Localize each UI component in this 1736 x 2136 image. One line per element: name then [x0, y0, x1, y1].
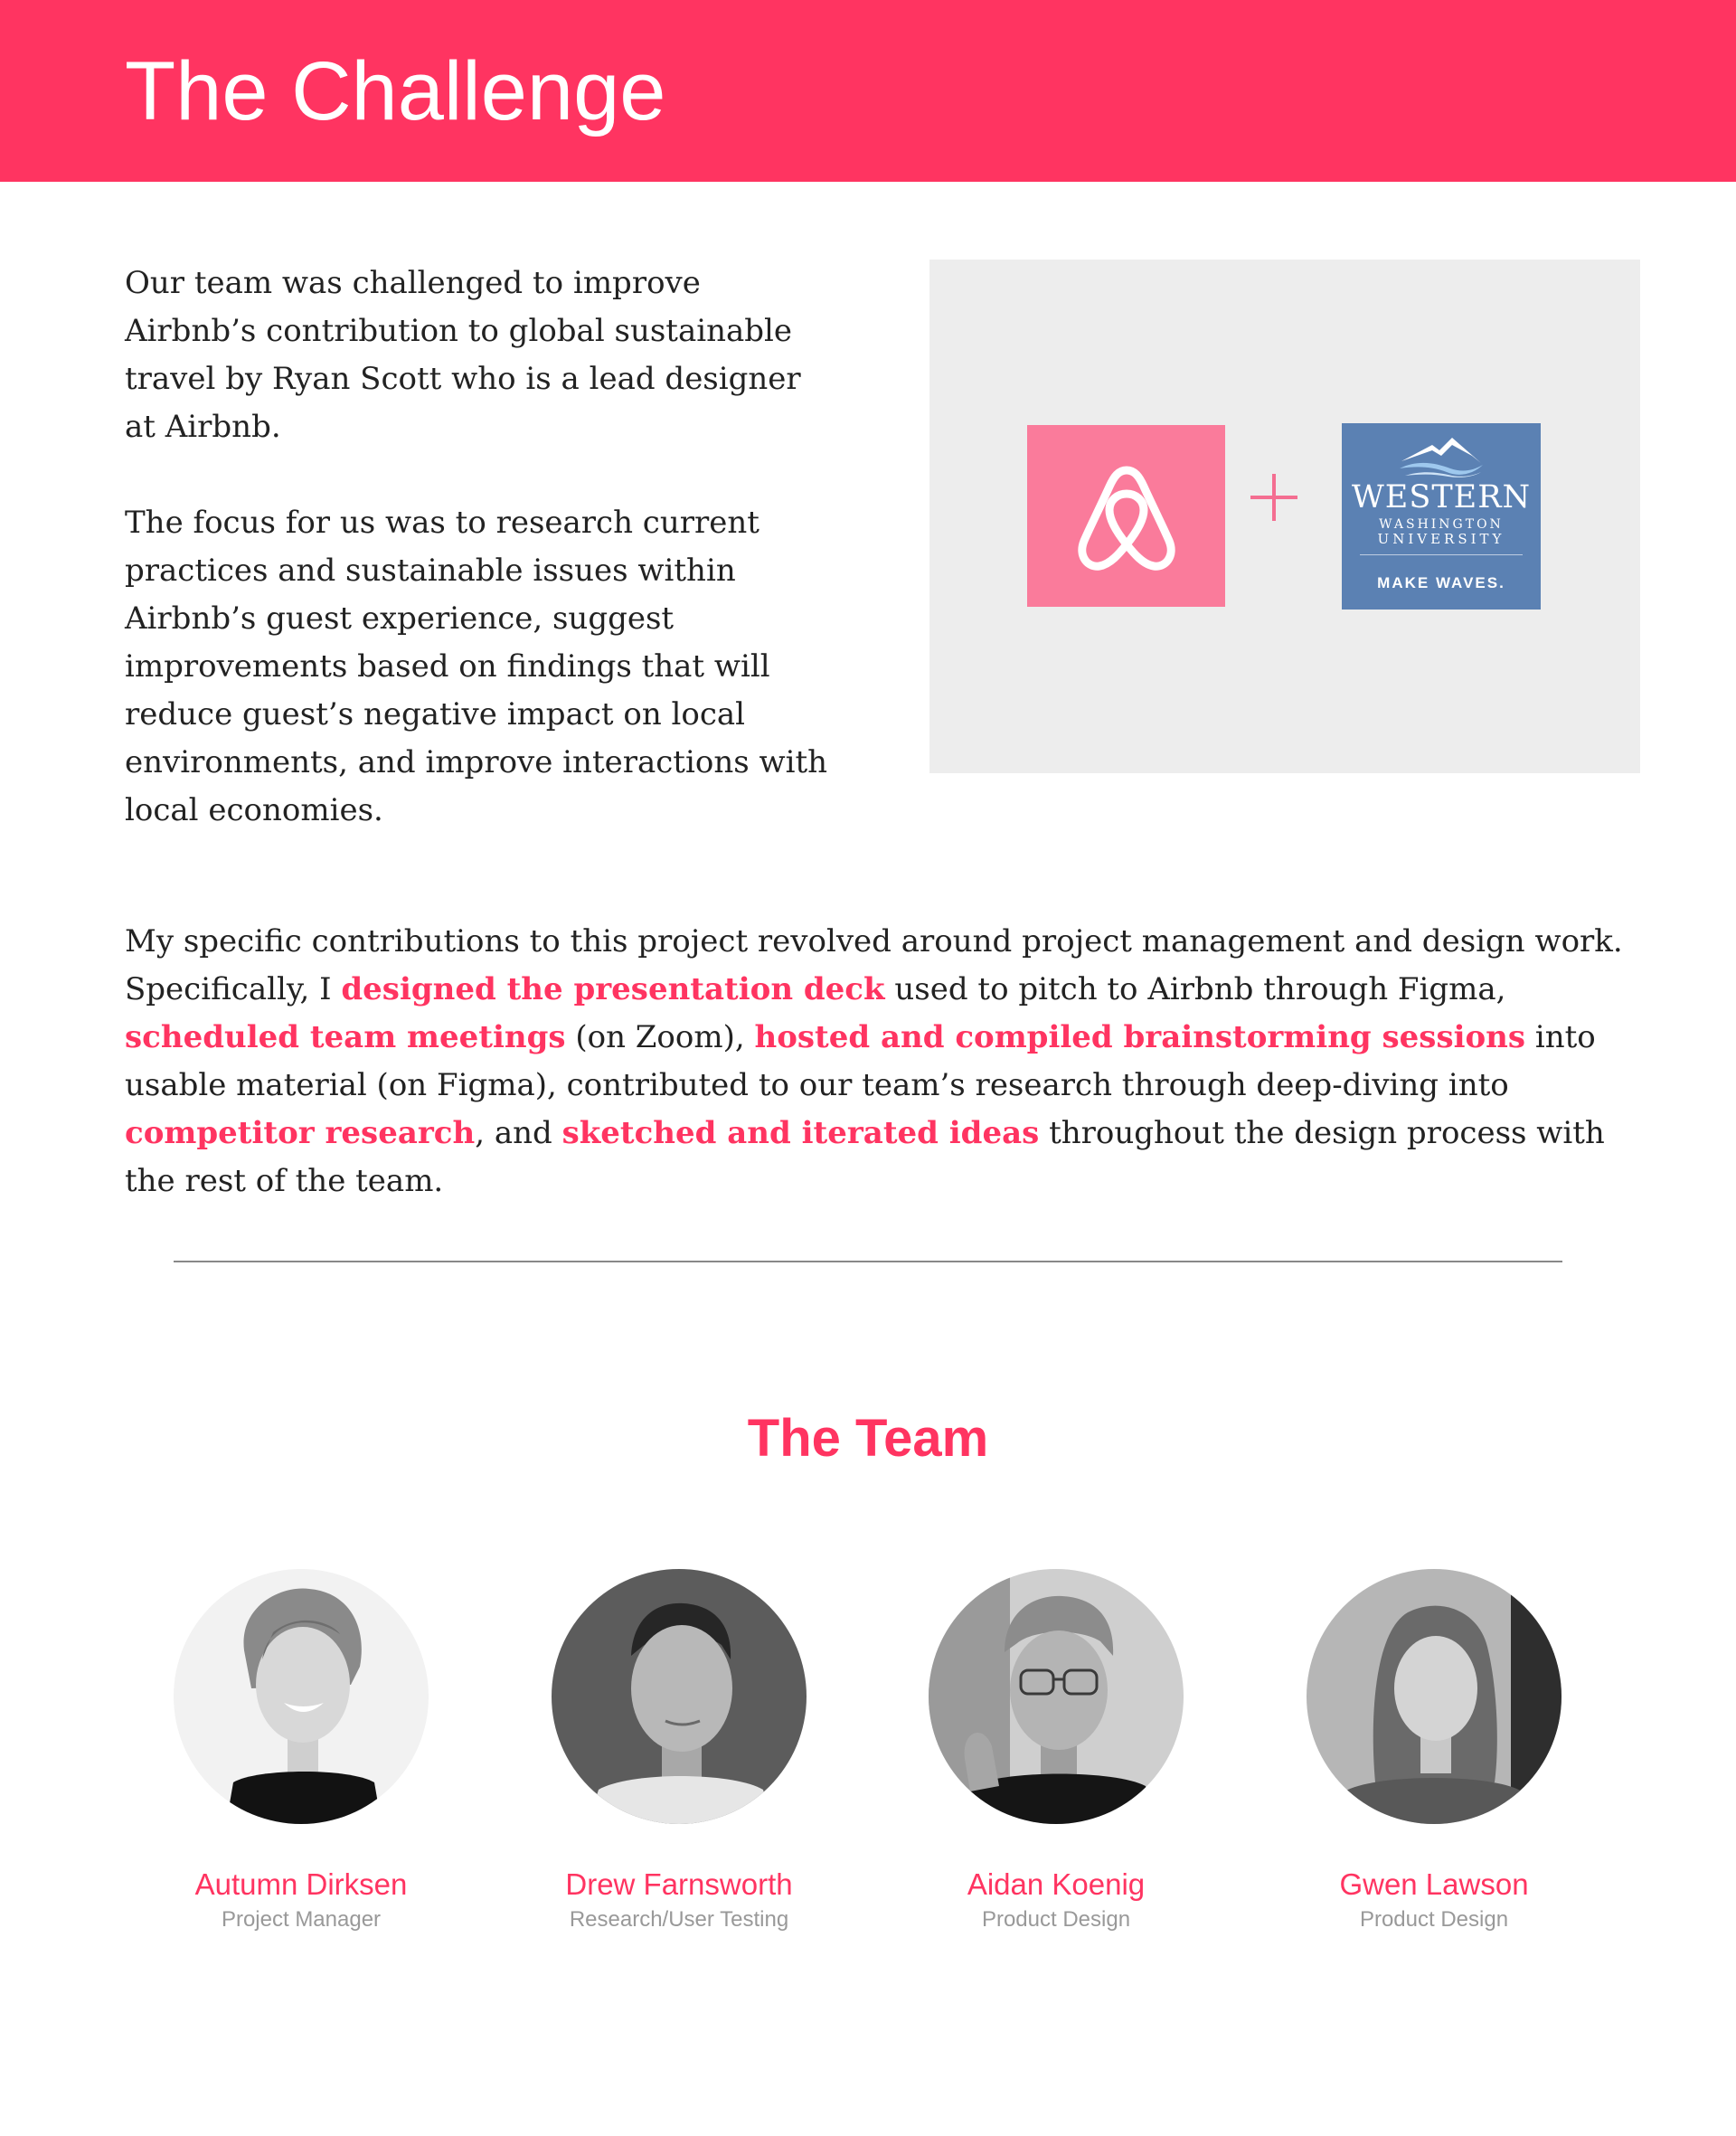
- member-role: Project Manager: [221, 1907, 382, 1932]
- intro-text: [125, 260, 839, 835]
- avatar: [174, 1569, 429, 1824]
- intro-paragraph-challenge: Our team was challenged to improve Airbnb’s contribution to global sustainable travel by Ryan Scott who is a lead designer at Airbnb.: [125, 265, 801, 445]
- avatar: [929, 1569, 1184, 1824]
- contributions-text: into usable material (on Figma), contributed to our team’s research through deep-diving into: [125, 1019, 1596, 1103]
- contributions-text: My specific contributions to this project revolved around project management and design work. Specifically, I: [125, 923, 1623, 1007]
- member-name: Aidan Koenig: [967, 1867, 1146, 1901]
- header-banner: [0, 0, 1736, 182]
- avatar-photo: [1307, 1569, 1561, 1824]
- member-role: Research/User Testing: [569, 1907, 789, 1932]
- mountain-waves-icon: [1396, 436, 1486, 477]
- member-name: Autumn Dirksen: [194, 1867, 408, 1901]
- page-title: The Challenge: [125, 45, 666, 137]
- avatar-photo: [174, 1569, 429, 1824]
- team-member-card: [498, 1569, 860, 1933]
- contributions-text: , and: [475, 1115, 562, 1151]
- wwu-washington-text: WASHINGTON: [1379, 517, 1504, 532]
- avatar-photo: [552, 1569, 807, 1824]
- avatar: [552, 1569, 807, 1824]
- team-member-card: [1253, 1569, 1615, 1933]
- contribution-highlight-meetings: scheduled team meetings: [125, 1019, 566, 1055]
- contributions-text: throughout the design process with the rest of the team.: [125, 1115, 1605, 1199]
- contributions-text: (on Zoom),: [565, 1019, 755, 1055]
- partner-logos-panel: [929, 260, 1640, 773]
- contribution-highlight-competitor-research: competitor research: [125, 1115, 476, 1151]
- wwu-western-text: WESTERN: [1351, 479, 1532, 515]
- airbnb-logo: [1027, 425, 1225, 607]
- avatar: [1307, 1569, 1561, 1824]
- wwu-logo: [1342, 423, 1541, 610]
- wwu-university-text: UNIVERSITY: [1377, 531, 1505, 547]
- contribution-highlight-brainstorming: hosted and compiled brainstorming sessions: [754, 1019, 1526, 1055]
- plus-icon: [1250, 474, 1297, 521]
- wwu-logo-rule: [1360, 554, 1523, 555]
- member-role: Product Design: [981, 1907, 1131, 1932]
- airbnb-belo-icon: [1070, 459, 1184, 573]
- team-member-card: [120, 1569, 482, 1933]
- team-heading: The Team: [747, 1409, 989, 1468]
- contribution-highlight-sketching: sketched and iterated ideas: [561, 1115, 1040, 1151]
- member-name: Gwen Lawson: [1339, 1867, 1529, 1901]
- contributions-paragraph: [125, 918, 1626, 1205]
- avatar-photo: [929, 1569, 1184, 1824]
- contributions-text: used to pitch to Airbnb through Figma,: [884, 971, 1506, 1007]
- intro-paragraph-focus: The focus for us was to research current practices and sustainable issues within Airbnb’s guest experience, suggest improvements based on findings that will reduce guest’s negative impact on local environments, and improve interactions with local economies.: [125, 505, 828, 828]
- wwu-tagline: MAKE WAVES.: [1377, 574, 1505, 591]
- member-name: Drew Farnsworth: [565, 1867, 793, 1901]
- member-role: Product Design: [1359, 1907, 1509, 1932]
- team-member-card: [875, 1569, 1237, 1933]
- section-divider: [174, 1261, 1562, 1262]
- contribution-highlight-deck: designed the presentation deck: [341, 971, 885, 1007]
